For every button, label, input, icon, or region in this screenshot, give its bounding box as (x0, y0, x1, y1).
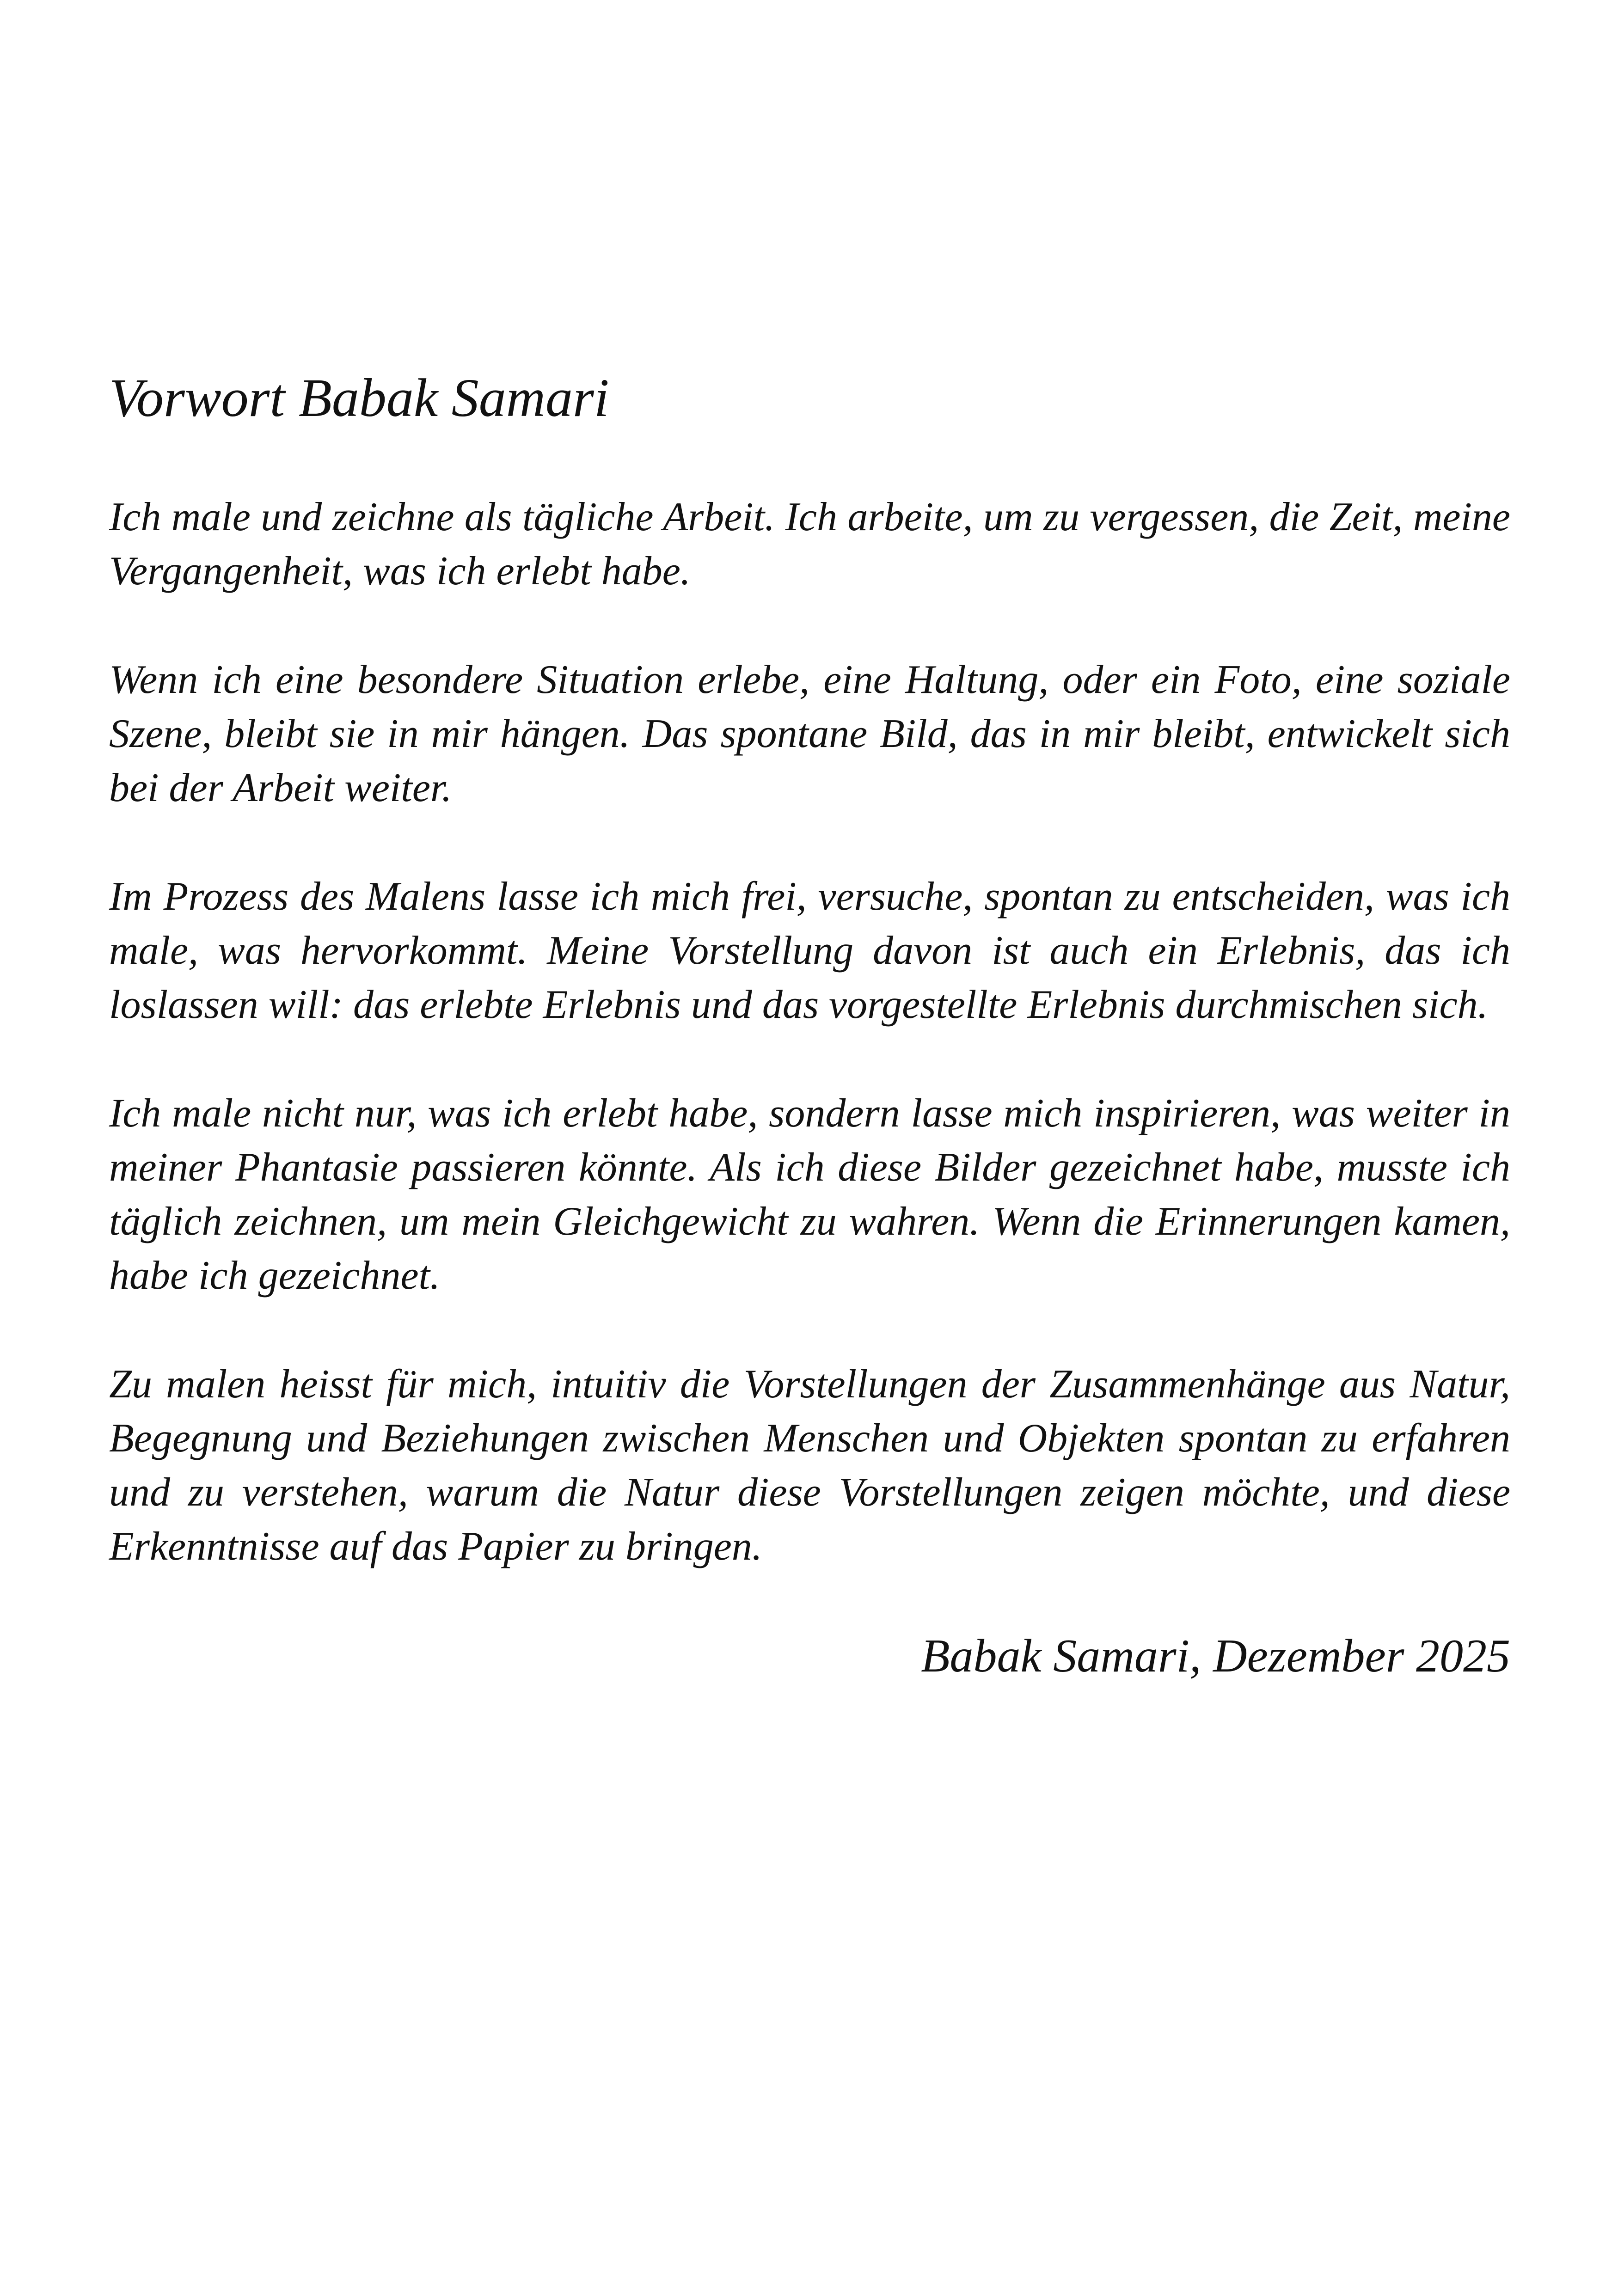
preface-text-block (109, 365, 1510, 1684)
paragraph: Ich male nicht nur, was ich erlebt habe, sondern lasse mich inspirieren, was weiter in meiner Phantasie passieren könnte. Als ich diese Bilder gezeichnet habe, musste ich täglich zeichnen, um mein Gleichgewicht zu wahren. Wenn die Erinnerungen kamen, habe ich gezeichnet. (109, 1090, 1510, 1298)
paragraph: Zu malen heisst für mich, intuitiv die Vorstellungen der Zusammenhänge aus Natur, Begegnung und Beziehungen zwischen Menschen und Objekten spontan zu erfahren und zu verstehen, warum die Natur diese Vorstellungen zeigen möchte, und diese Erkenntnisse auf das Papier zu bringen. (109, 1361, 1510, 1569)
paragraph: Wenn ich eine besondere Situation erlebe, eine Haltung, oder ein Foto, eine soziale Szene, bleibt sie in mir hängen. Das spontane Bild, das in mir bleibt, entwickelt sich bei der Arbeit weiter. (109, 657, 1510, 810)
paragraph: Ich male und zeichne als tägliche Arbeit. Ich arbeite, um zu vergessen, die Zeit, meine Vergangenheit, was ich erlebt habe. (109, 494, 1510, 594)
page-title: Vorwort Babak Samari (109, 367, 609, 428)
paragraph: Im Prozess des Malens lasse ich mich frei, versuche, spontan zu entscheiden, was ich male, was hervorkommt. Meine Vorstellung davon ist auch ein Erlebnis, das ich loslassen will: das erlebte Erlebnis und das vorgestellte Erlebnis durchmischen sich. (109, 874, 1510, 1027)
signature-line: Babak Samari, Dezember 2025 (921, 1629, 1510, 1682)
